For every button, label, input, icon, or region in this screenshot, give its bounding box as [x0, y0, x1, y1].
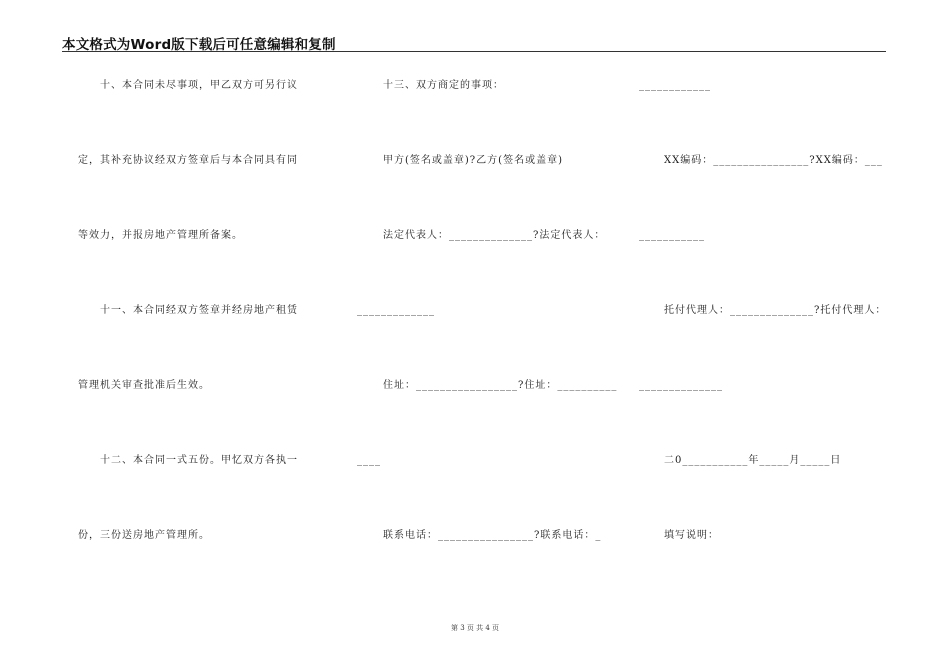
col3-line-3: ___________ — [639, 230, 705, 241]
col1-line-3: 等效力，并报房地产管理所备案。 — [78, 230, 243, 241]
col2-line-5: 住址：_________________?住址：__________ — [383, 380, 618, 391]
col2-line-6: ____ — [357, 455, 381, 466]
col1-line-7: 份，三份送房地产管理所。 — [78, 530, 210, 541]
col1-line-2: 定，其补充协议经双方签章后与本合同具有同 — [78, 155, 298, 166]
col2-line-7: 联系电话：________________?联系电话：_ — [383, 530, 602, 541]
col2-line-4: _____________ — [357, 305, 435, 316]
col1-line-6: 十二、本合同一式五份。甲忆双方各执一 — [100, 455, 298, 466]
col1-line-1: 十、本合同未尽事项，甲乙双方可另行议 — [100, 80, 298, 91]
page-number-footer: 第 3 页 共 4 页 — [450, 624, 500, 632]
col2-line-3: 法定代表人：______________?法定代表人： — [383, 230, 606, 241]
col3-line-1: ____________ — [639, 80, 711, 91]
col3-line-2: XX编码：________________?XX编码：___ — [664, 155, 883, 166]
col1-line-5: 管理机关审查批准后生效。 — [78, 380, 210, 391]
col1-line-4: 十一、本合同经双方签章并经房地产租赁 — [100, 305, 298, 316]
document-header-title: 本文格式为Word版下载后可任意编辑和复制 — [62, 37, 336, 53]
header-divider — [62, 51, 886, 52]
col3-line-6: 二0___________年_____月_____日 — [664, 455, 842, 466]
col2-line-1: 十三、双方商定的事项： — [383, 80, 504, 91]
col3-line-5: ______________ — [639, 380, 723, 391]
col3-line-7: 填写说明： — [664, 530, 719, 541]
col2-line-2: 甲方(签名或盖章)?乙方(签名或盖章) — [383, 155, 563, 166]
col3-line-4: 托付代理人：______________?托付代理人： — [664, 305, 887, 316]
